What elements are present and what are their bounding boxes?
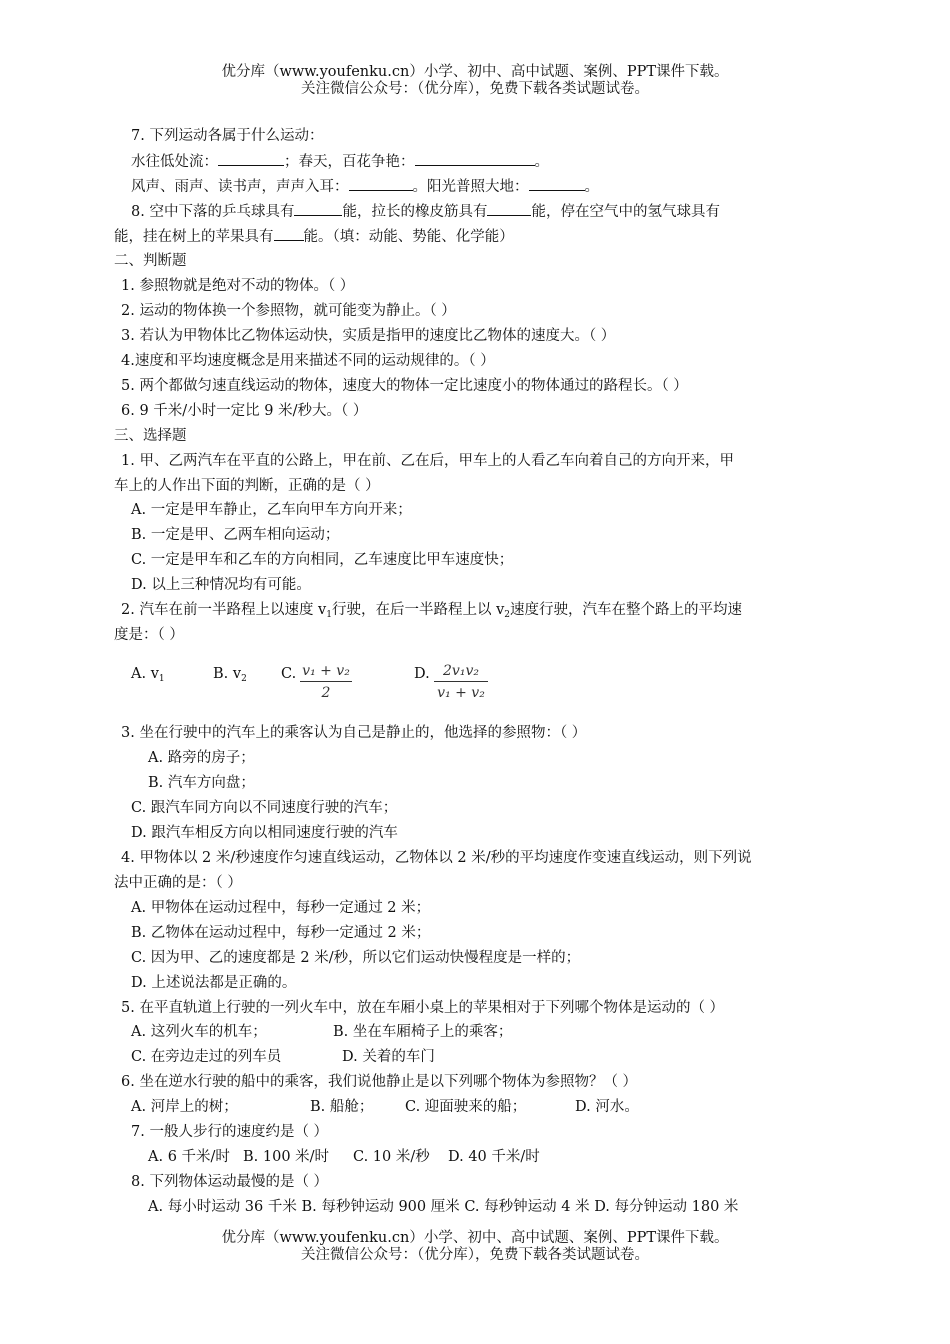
fill-q7-d: 风声、雨声、读书声，声声入耳： — [131, 179, 349, 195]
choice-q7: 7. 一般人步行的速度约是（ ） — [131, 1124, 329, 1140]
footer-line-1: 优分库（www.youfenku.cn）小学、初中、高中试题、案例、PPT课件下载。 — [221, 1230, 729, 1246]
choice-option: A. 这列火车的机车； — [131, 1024, 267, 1040]
choice-option: A. 甲物体在运动过程中，每秒一定通过 2 米； — [131, 900, 431, 916]
choice-option: C. 10 米/秒 — [353, 1149, 430, 1165]
choice-option: D. 河水。 — [575, 1099, 639, 1115]
fill-q7-line2 — [131, 176, 599, 196]
choice-q2-line1 — [121, 600, 742, 620]
q2-text-c: 速度行驶，汽车在整个路上的平均速 — [510, 602, 743, 618]
q2-option-a-sub: 1 — [158, 674, 165, 684]
fraction-bar — [300, 681, 352, 682]
choice-option: D. 关着的车门 — [342, 1049, 435, 1065]
choice-option: C. 在旁边走过的列车员 — [131, 1049, 282, 1065]
choice-option: A. 河岸上的树； — [131, 1099, 238, 1115]
q2-text-a: 2. 汽车在前一半路程上以速度 v — [121, 602, 327, 618]
judge-item: 2. 运动的物体换一个参照物，就可能变为静止。（ ） — [121, 303, 456, 319]
q2-option-d-label: D. — [414, 666, 430, 682]
q2-sub-2: 2 — [504, 610, 511, 620]
fill-q8-b: 能，拉长的橡皮筋具有 — [342, 204, 488, 220]
page-footer — [0, 1230, 950, 1264]
q2-option-a — [131, 664, 165, 684]
fill-q7-e: 。阳光普照大地： — [412, 179, 529, 195]
choice-option: A. 路旁的房子； — [148, 750, 255, 766]
judge-item: 5. 两个都做匀速直线运动的物体，速度大的物体一定比速度小的物体通过的路程长。（ ） — [121, 378, 688, 394]
fraction-denominator: 2 — [321, 685, 331, 701]
choice-option: D. 跟汽车相反方向以相同速度行驶的汽车 — [131, 825, 398, 841]
judge-title: 二、判断题 — [114, 253, 187, 269]
choice-title: 三、选择题 — [114, 428, 187, 444]
choice-option: D. 上述说法都是正确的。 — [131, 975, 297, 991]
choice-option: B. 100 米/时 — [243, 1149, 330, 1165]
fill-q7-a: 水往低处流： — [131, 154, 218, 170]
q2-option-c-fraction — [300, 663, 352, 701]
fraction-numerator: v₁ + v₂ — [302, 663, 350, 679]
fraction-denominator: v₁ + v₂ — [437, 685, 485, 701]
choice-option: B. 船舱； — [310, 1099, 374, 1115]
q2-sub-1: 1 — [326, 610, 332, 620]
choice-q2-line2: 度是：（ ） — [114, 627, 184, 643]
q2-option-b-sub: 2 — [241, 674, 247, 684]
choice-option: B. 一定是甲、乙两车相向运动； — [131, 527, 340, 543]
fill-q7-f: 。 — [584, 179, 599, 195]
fill-blank[interactable] — [487, 201, 531, 216]
choice-option: A. 一定是甲车静止，乙车向甲车方向开来； — [131, 502, 412, 518]
judge-item: 6. 9 千米/小时一定比 9 米/秒大。（ ） — [121, 403, 368, 419]
choice-option: C. 因为甲、乙的速度都是 2 米/秒，所以它们运动快慢程度是一样的； — [131, 950, 581, 966]
choice-q4-line2: 法中正确的是：（ ） — [114, 875, 242, 891]
choice-option: D. 以上三种情况均有可能。 — [131, 577, 311, 593]
choice-q5: 5. 在平直轨道上行驶的一列火车中，放在车厢小桌上的苹果相对于下列哪个物体是运动的（ ） — [121, 1000, 725, 1016]
fill-blank[interactable] — [218, 151, 284, 166]
choice-q3: 3. 坐在行驶中的汽车上的乘客认为自己是静止的，他选择的参照物：（ ） — [121, 725, 587, 741]
fill-blank[interactable] — [415, 151, 535, 166]
judge-item: 3. 若认为甲物体比乙物体运动快，实质是指甲的速度比乙物体的速度大。（ ） — [121, 328, 616, 344]
fraction-numerator: 2v₁v₂ — [443, 663, 479, 679]
fill-q7-b: ；春天，百花争艳： — [284, 154, 415, 170]
q2-option-a-label: A. v — [131, 666, 159, 682]
choice-option: C. 一定是甲车和乙车的方向相同，乙车速度比甲车速度快； — [131, 552, 514, 568]
q2-text-b: 行驶，在后一半路程上以 v — [331, 602, 505, 618]
choice-option: B. 乙物体在运动过程中，每秒一定通过 2 米； — [131, 925, 431, 941]
footer-line-2: 关注微信公众号：（优分库），免费下载各类试题试卷。 — [301, 1247, 649, 1263]
choice-option: A. 每小时运动 36 千米 B. 每秒钟运动 900 厘米 C. 每秒钟运动 4 米 D. 每分钟运动 180 米 — [148, 1199, 739, 1215]
judge-item: 4.速度和平均速度概念是用来描述不同的运动规律的。（ ） — [121, 353, 495, 369]
fill-q8-line2 — [114, 226, 514, 246]
header-line-2: 关注微信公众号：（优分库），免费下载各类试题试卷。 — [301, 81, 649, 97]
choice-q6: 6. 坐在逆水行驶的船中的乘客，我们说他静止是以下列哪个物体为参照物？（ ） — [121, 1074, 638, 1090]
choice-q8: 8. 下列物体运动最慢的是（ ） — [131, 1174, 329, 1190]
q2-option-c-label: C. — [281, 666, 297, 682]
choice-option: B. 坐在车厢椅子上的乘客； — [333, 1024, 513, 1040]
choice-option: C. 迎面驶来的船； — [405, 1099, 527, 1115]
choice-option: D. 40 千米/时 — [448, 1149, 540, 1165]
judge-item: 1. 参照物就是绝对不动的物体。（ ） — [121, 278, 355, 294]
fill-q8-d: 能，挂在树上的苹果具有 — [114, 229, 274, 245]
q2-option-b-label: B. v — [213, 666, 242, 682]
q2-option-b — [213, 664, 247, 684]
fill-q8-a: 8. 空中下落的乒乓球具有 — [131, 204, 295, 220]
fill-blank[interactable] — [294, 201, 342, 216]
fill-blank[interactable] — [529, 176, 585, 191]
header-line-1: 优分库（www.youfenku.cn）小学、初中、高中试题、案例、PPT课件下载。 — [221, 64, 729, 80]
choice-option: B. 汽车方向盘； — [148, 775, 255, 791]
fill-q8-e: 能。（填：动能、势能、化学能） — [303, 229, 514, 245]
page-header — [0, 64, 950, 98]
choice-q4-line1: 4. 甲物体以 2 米/秒速度作匀速直线运动，乙物体以 2 米/秒的平均速度作变速直线运动，则下列说 — [121, 850, 752, 866]
fill-q8-line1 — [131, 201, 720, 221]
choice-option: A. 6 千米/时 — [148, 1149, 230, 1165]
fill-blank[interactable] — [349, 176, 413, 191]
fill-q8-c: 能，停在空气中的氢气球具有 — [531, 204, 720, 220]
fill-blank[interactable] — [274, 226, 304, 241]
fill-q7-title: 7. 下列运动各属于什么运动： — [131, 128, 324, 144]
choice-q1-line1: 1. 甲、乙两汽车在平直的公路上，甲在前、乙在后，甲车上的人看乙车向着自己的方向开来，甲 — [121, 453, 734, 469]
fill-q7-c: 。 — [534, 154, 549, 170]
q2-option-d-fraction — [434, 663, 488, 701]
fill-q7-line1 — [131, 151, 549, 171]
choice-option: C. 跟汽车同方向以不同速度行驶的汽车； — [131, 800, 398, 816]
fraction-bar — [434, 681, 488, 682]
choice-q1-line2: 车上的人作出下面的判断，正确的是（ ） — [114, 478, 380, 494]
